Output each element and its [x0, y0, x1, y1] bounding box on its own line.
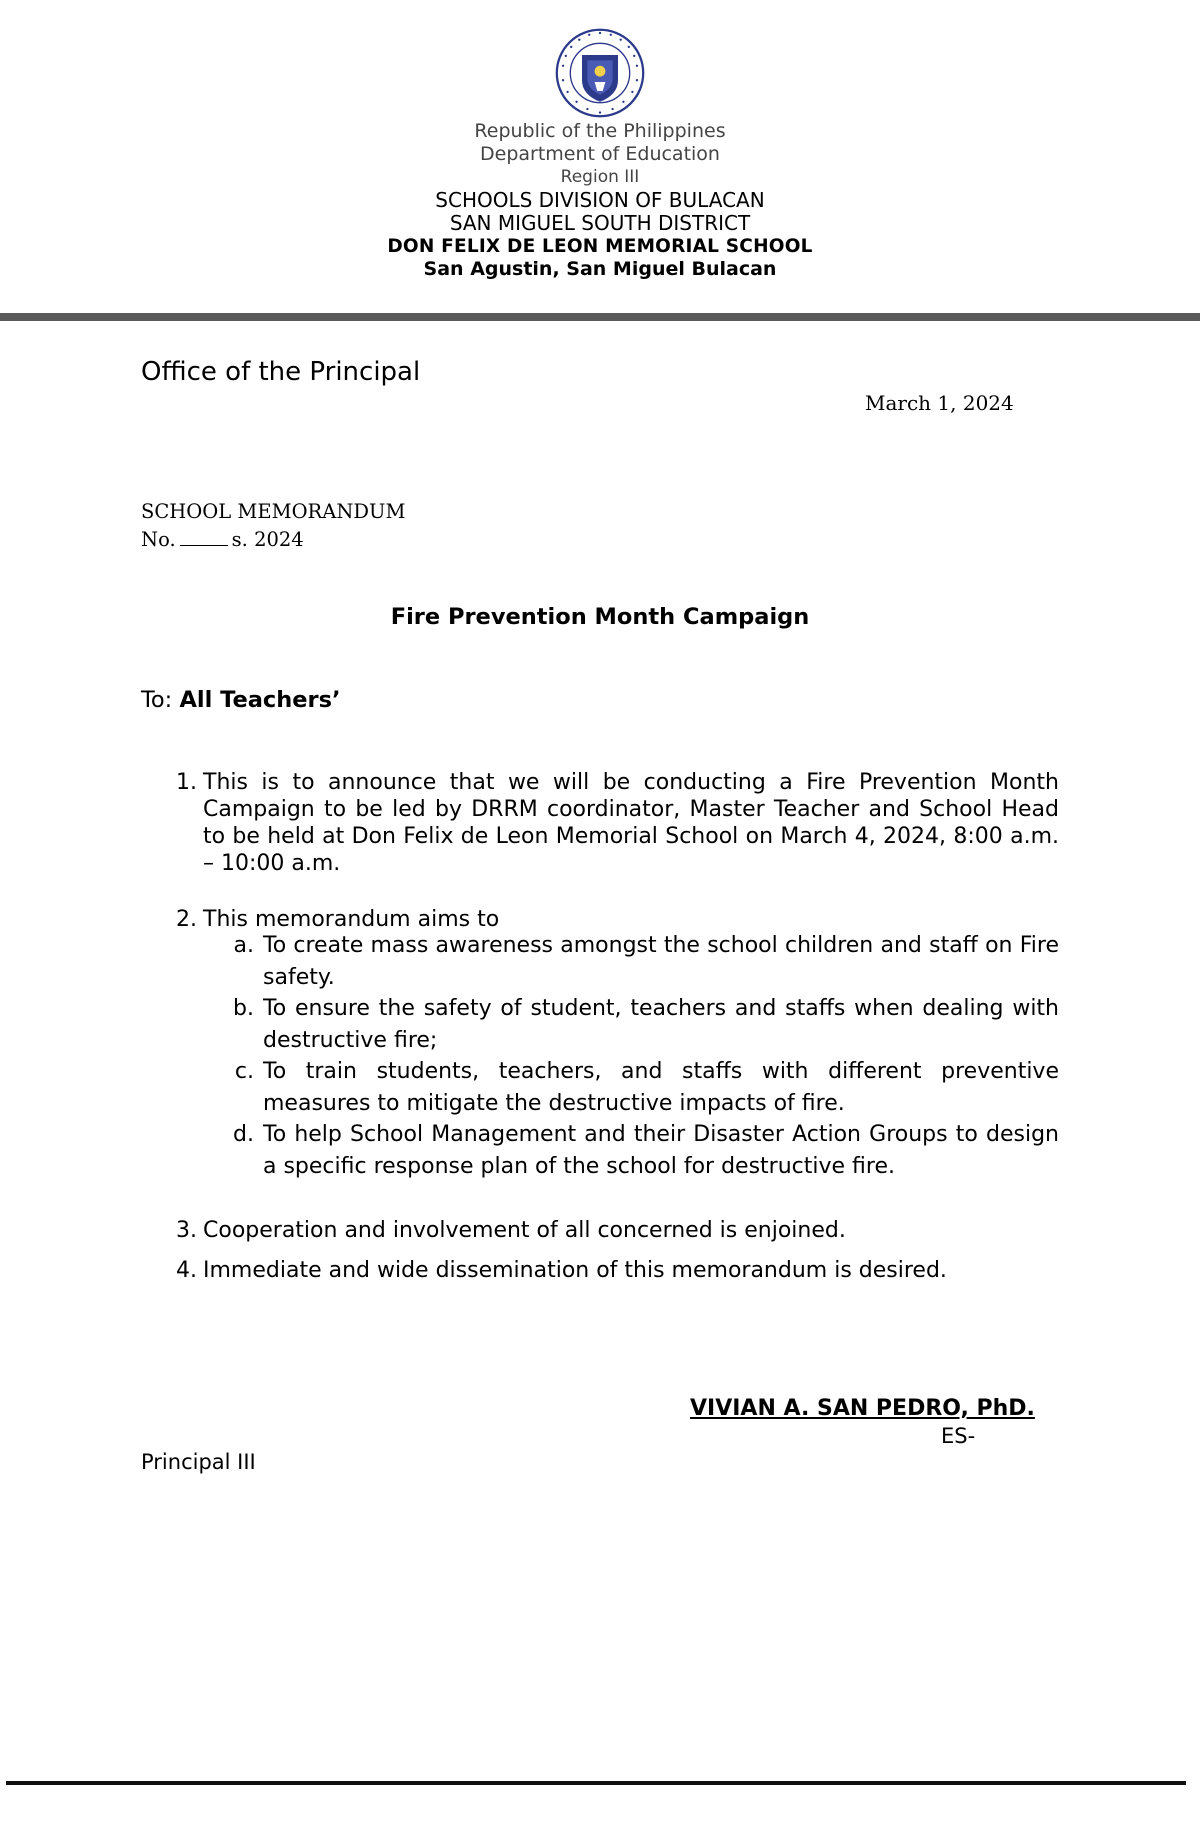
office-label: Office of the Principal [141, 357, 421, 387]
memo-date: March 1, 2024 [865, 391, 1014, 415]
signatory-title-part1: ES- [941, 1424, 976, 1448]
footer-divider [6, 1781, 1186, 1785]
item-number: 2. [176, 907, 197, 932]
subitem-text: To help School Management and their Disaster Action Groups to design a specific response plan of the school for destructive fire. [263, 1122, 1059, 1179]
item-text: This is to announce that we will be conducting a Fire Prevention Month Campaign to be led by DRRM coordinator, Master Teacher and School Head to be held at Don Felix de Leon Memorial School on March 4, 2024, 8:00 a.m. – 10:00 a.m. [203, 770, 1059, 876]
subitem-letter: a. [233, 933, 254, 958]
subitem-text: To train students, teachers, and staffs with different preventive measures to mitigate the destructive impacts of fire. [263, 1059, 1059, 1116]
memo-no-blank [180, 529, 228, 546]
recipient-line [141, 687, 341, 713]
memo-number [141, 528, 304, 551]
item-number: 3. [176, 1218, 197, 1243]
school-address-line: San Agustin, San Miguel Bulacan [423, 258, 777, 280]
subitem-letter: d. [233, 1122, 254, 1147]
item-text: Cooperation and involvement of all concerned is enjoined. [203, 1218, 846, 1243]
subitem-text: To ensure the safety of student, teachers and staffs when dealing with destructive fire; [263, 996, 1059, 1053]
memo-title: SCHOOL MEMORANDUM [141, 500, 406, 523]
memo-subject: Fire Prevention Month Campaign [390, 604, 810, 630]
signatory-title-part2: Principal III [141, 1450, 256, 1474]
memo-series: s. 2024 [231, 528, 304, 551]
region-line: Region III [560, 167, 640, 187]
republic-line: Republic of the Philippines [474, 120, 726, 142]
to-label: To: [141, 687, 173, 713]
memo-no-label: No. [141, 528, 176, 551]
school-name-line: DON FELIX DE LEON MEMORIAL SCHOOL [387, 236, 813, 257]
header-divider [0, 313, 1200, 321]
signatory-name: VIVIAN A. SAN PEDRO, PhD. [690, 1396, 1035, 1421]
subitem-letter: c. [234, 1059, 254, 1084]
district-line: SAN MIGUEL SOUTH DISTRICT [449, 211, 751, 235]
item-number: 1. [176, 770, 197, 795]
letterhead [0, 120, 1200, 281]
subitem-text: To create mass awareness amongst the school children and staff on Fire safety. [263, 933, 1059, 990]
department-line: Department of Education [480, 143, 720, 165]
item-number: 4. [176, 1258, 197, 1283]
to-value: All Teachers’ [179, 687, 341, 713]
subitem-letter: b. [233, 996, 254, 1021]
item-text: Immediate and wide dissemination of this memorandum is desired. [203, 1258, 947, 1283]
deped-seal-logo [555, 28, 645, 118]
division-line: SCHOOLS DIVISION OF BULACAN [435, 188, 765, 212]
item-text: This memorandum aims to [203, 907, 500, 932]
